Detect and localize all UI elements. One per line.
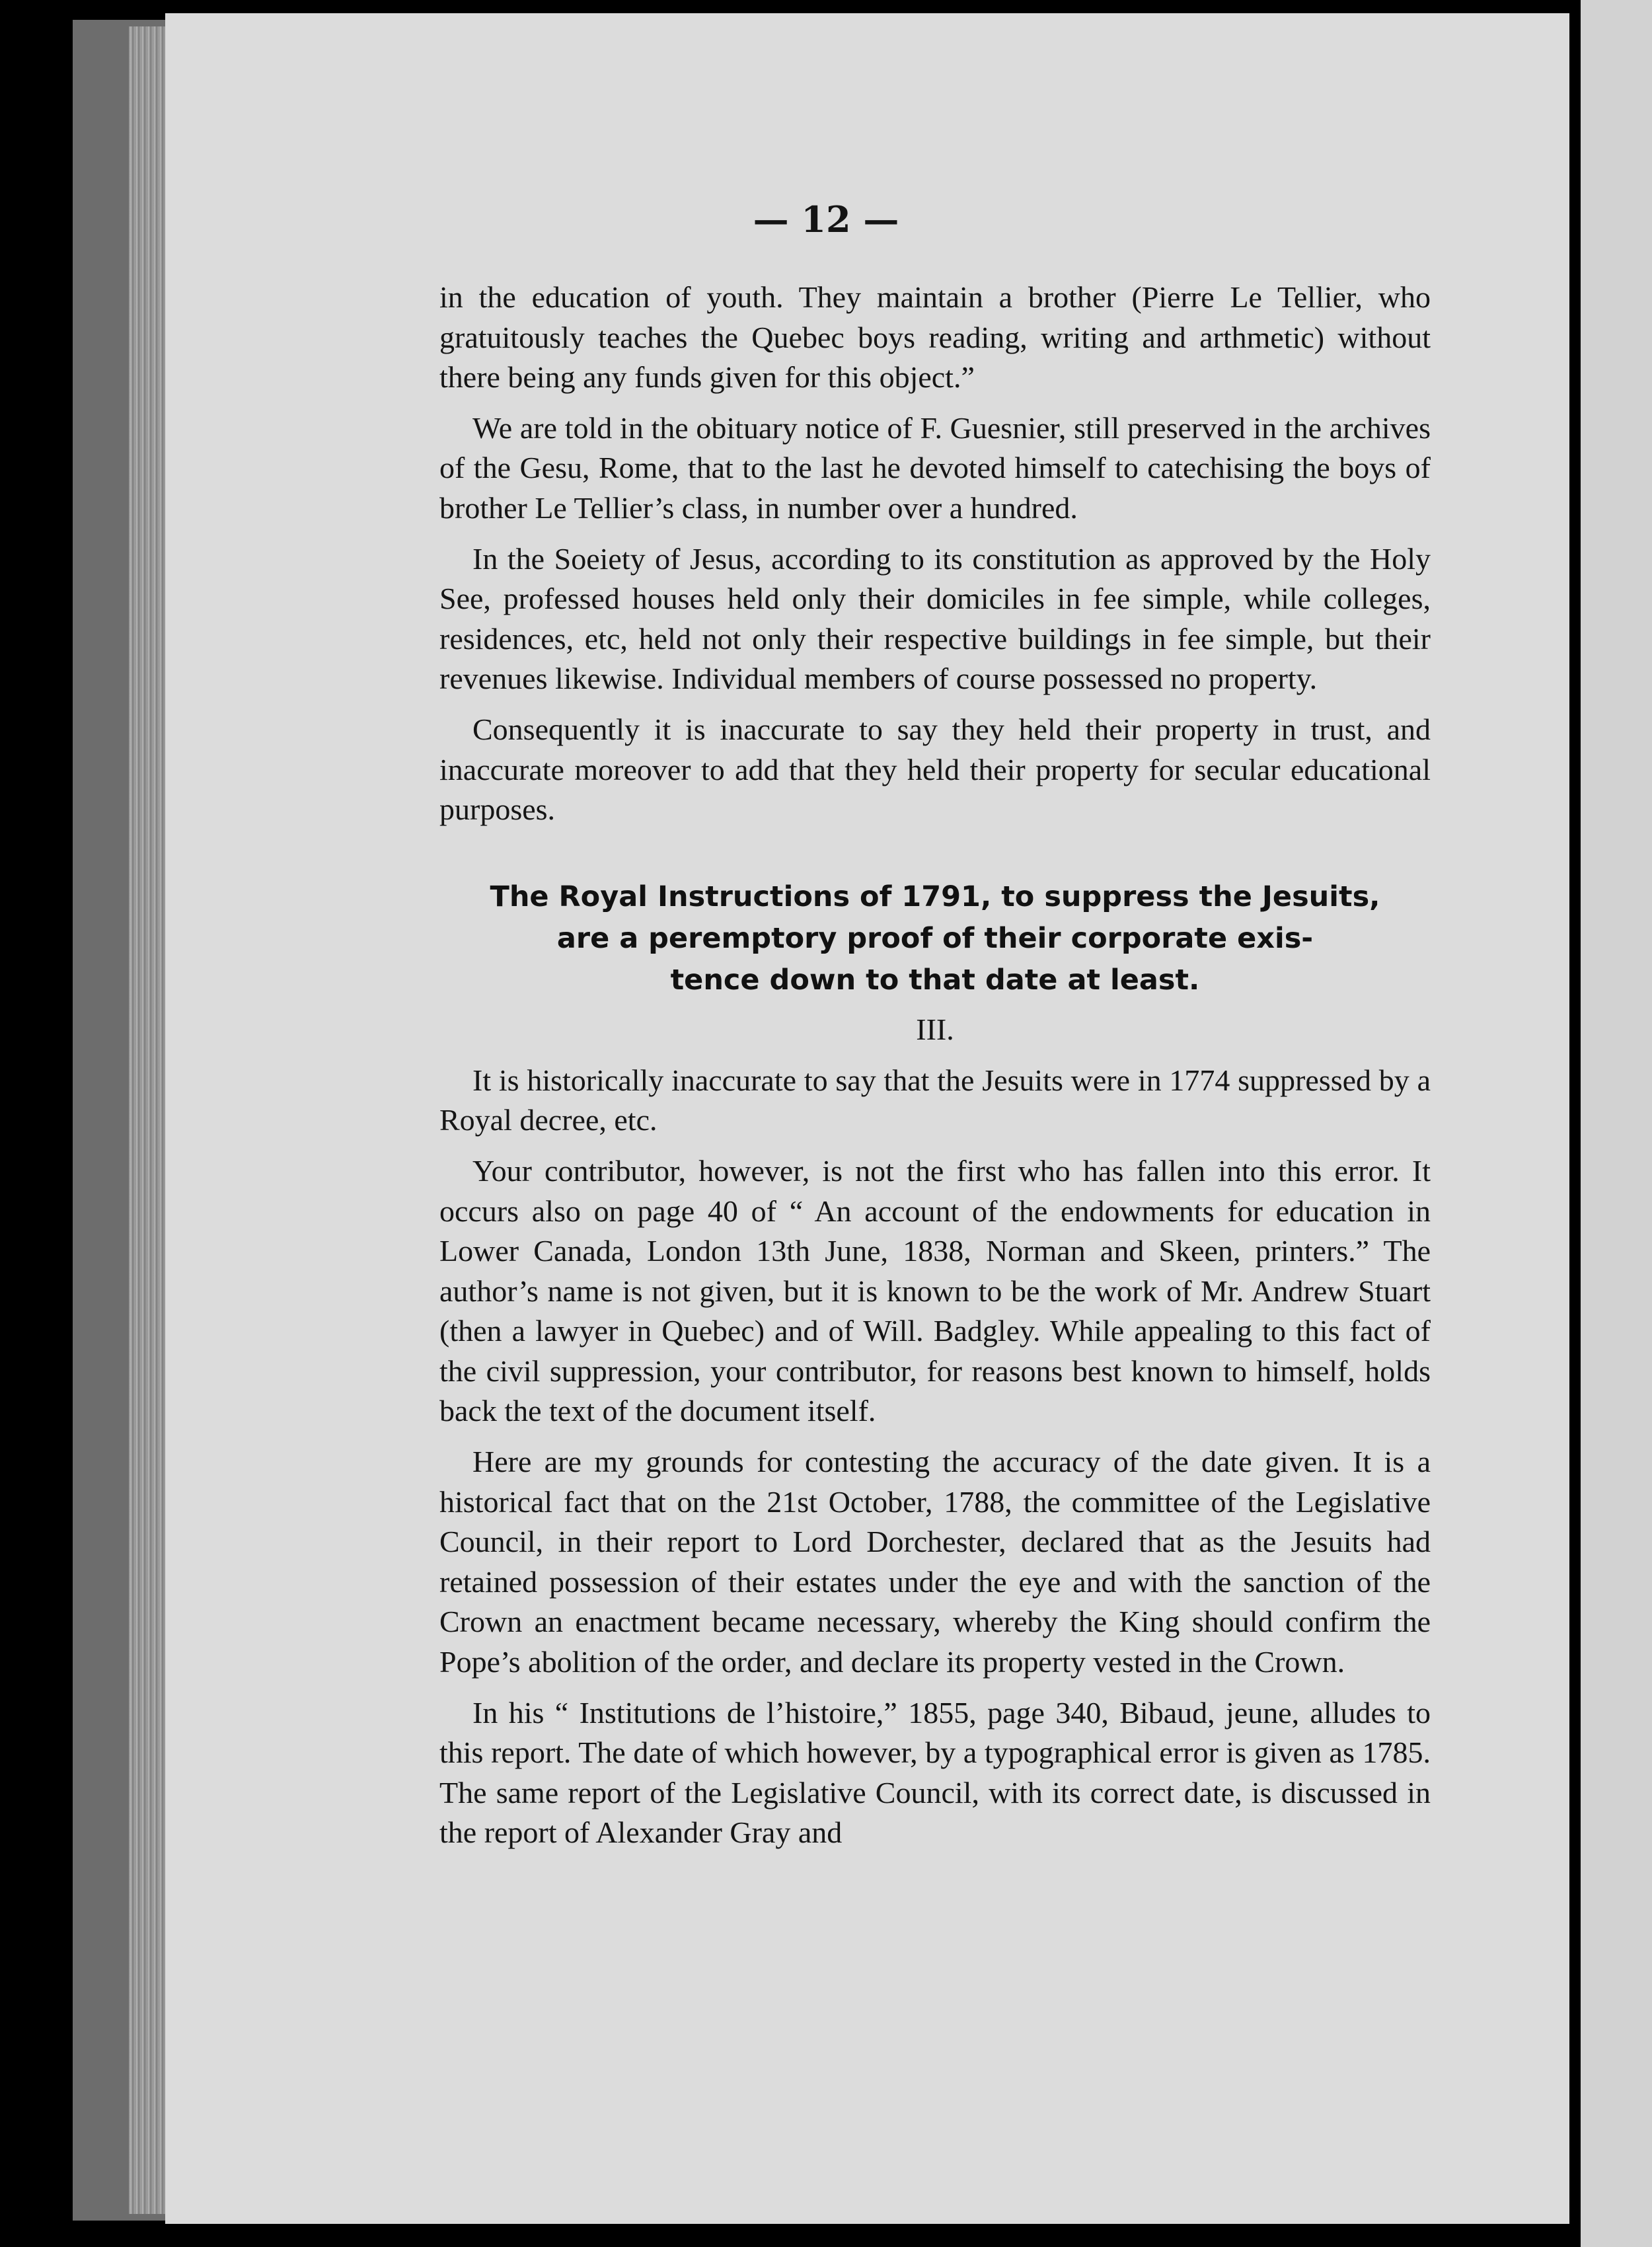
heading-line: The Royal Instructions of 1791, to suppress the Jesuits, <box>490 880 1380 913</box>
paragraph: It is historically inaccurate to say that the Jesuits were in 1774 suppressed by a Royal decree, etc. <box>439 1063 1431 1137</box>
heading-line: are a peremptory proof of their corporate exis- <box>556 921 1314 955</box>
paragraph: in the education of youth. They maintain a brother (Pierre Le Tellier, who gratuitously teaches the Quebec boys reading, writing and arthmetic) without there being any funds given for this object.” <box>439 280 1431 395</box>
paragraph: Consequently it is inaccurate to say they held their property in trust, and inaccurate moreover to add that they held their property for secular educational purposes. <box>439 712 1431 827</box>
heading-line: tence down to that date at least. <box>670 963 1200 997</box>
page-number: — 12 — <box>753 198 899 241</box>
paragraph: In his “ Institutions de l’histoire,” 1855, page 340, Bibaud, jeune, alludes to this report. The date of which however, by a typographical error is given as 1785. The same report of the Legislative Council, with its correct date, is discussed in the report of Alexander Gray and <box>439 1695 1431 1850</box>
body-text <box>439 278 1431 1864</box>
paragraph: In the Soeiety of Jesus, according to its constitution as approved by the Holy See, professed houses held only their domiciles in fee simple, while colleges, residences, etc, held not only their respective buildings in fee simple, but their revenues likewise. Individual members of course possessed no property. <box>439 541 1431 696</box>
paragraph: Your contributor, however, is not the first who has fallen into this error. It occurs also on page 40 of “ An account of the endowments for education in Lower Canada, London 13th June, 1838, Norman and Skeen, printers.” The author’s name is not given, but it is known to be the work of Mr. Andrew Stuart (then a lawyer in Quebec) and of Will. Badgley. While appealing to this fact of the civil suppression, your contributor, for reasons best known to himself, holds back the text of the document itself. <box>439 1153 1431 1428</box>
paragraph: Here are my grounds for contesting the accuracy of the date given. It is a historical fact that on the 21st October, 1788, the committee of the Legislative Council, in their report to Lord Dorchester, declared that as the Jesuits had retained possession of their estates under the eye and with the sanction of the Crown an enactment became necessary, whereby the King should confirm the Pope’s abolition of the order, and declare its property vested in the Crown. <box>439 1445 1431 1679</box>
section-numeral: III. <box>916 1012 954 1046</box>
paragraph: We are told in the obituary notice of F. Guesnier, still preserved in the archives of the Gesu, Rome, that to the last he devoted himself to catechising the boys of brother Le Tellier’s class, in number over a hundred. <box>439 410 1431 525</box>
facing-page-edge <box>1581 0 1652 2247</box>
section-heading <box>439 876 1431 1001</box>
